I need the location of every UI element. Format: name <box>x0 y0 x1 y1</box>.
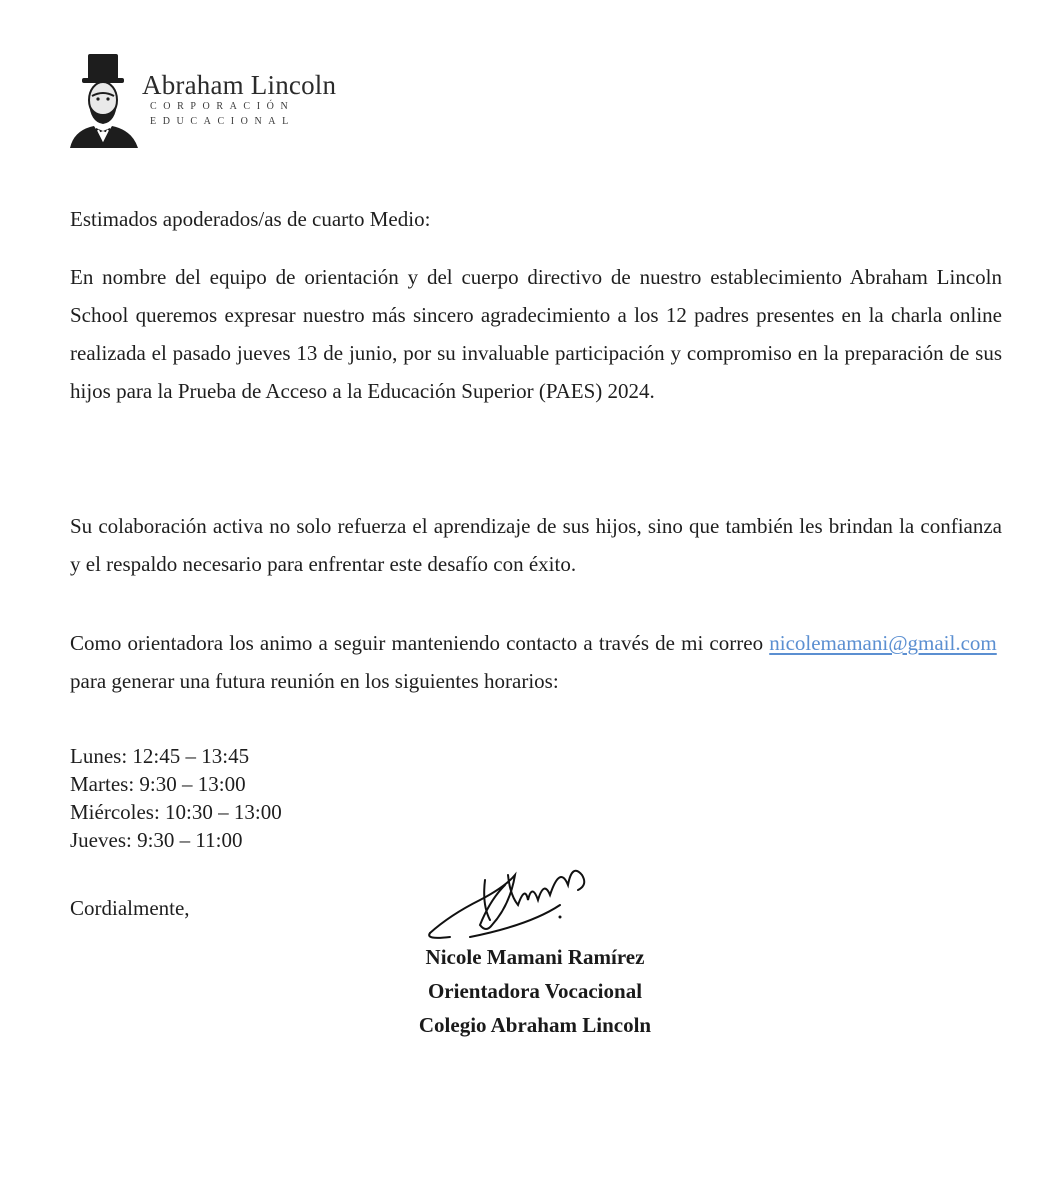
schedule-item: Lunes: 12:45 – 13:45 <box>70 744 250 768</box>
org-subtitle-line2: EDUCACIONAL <box>150 116 295 127</box>
handwritten-signature <box>410 845 610 945</box>
schedule-list <box>70 742 282 854</box>
schedule-item: Miércoles: 10:30 – 13:00 <box>70 800 282 824</box>
org-name: Abraham Lincoln <box>142 70 337 100</box>
letter-paragraph-3 <box>70 624 1002 700</box>
signatory-institution: Colegio Abraham Lincoln <box>418 1013 652 1037</box>
email-link[interactable]: nicolemamani@gmail.com <box>769 631 997 655</box>
letter-closing: Cordialmente, <box>70 896 190 920</box>
signature-block <box>380 940 690 1042</box>
schedule-item: Martes: 9:30 – 13:00 <box>70 772 246 796</box>
signatory-name: Nicole Mamani Ramírez <box>425 945 645 969</box>
schedule-item: Jueves: 9:30 – 11:00 <box>70 828 243 852</box>
letter-paragraph-1: En nombre del equipo de orientación y del cuerpo directivo de nuestro establecimiento Abraham Lincoln School queremos expresar nuestro más sincero agradecimiento a los 12 padres presentes en la charla online realizada el pasado jueves 13 de junio, por su invaluable participación y compromiso en la preparación de sus hijos para la Prueba de Acceso a la Educación Superior (PAES) 2024. <box>70 265 1002 403</box>
signatory-role: Orientadora Vocacional <box>427 979 643 1003</box>
org-logo <box>68 50 368 150</box>
letter-greeting: Estimados apoderados/as de cuarto Medio: <box>70 207 431 231</box>
lincoln-portrait-icon <box>68 50 140 148</box>
org-subtitle-line1: CORPORACIÓN <box>150 101 295 112</box>
paragraph-3-intro: Como orientadora los animo a seguir manteniendo contacto a través de mi correo <box>70 631 764 655</box>
paragraph-3-outro: para generar una futura reunión en los siguientes horarios: <box>70 669 559 693</box>
letter-paragraph-2: Su colaboración activa no solo refuerza el aprendizaje de sus hijos, sino que también les brindan la confianza y el respaldo necesario para enfrentar este desafío con éxito. <box>70 514 1002 576</box>
